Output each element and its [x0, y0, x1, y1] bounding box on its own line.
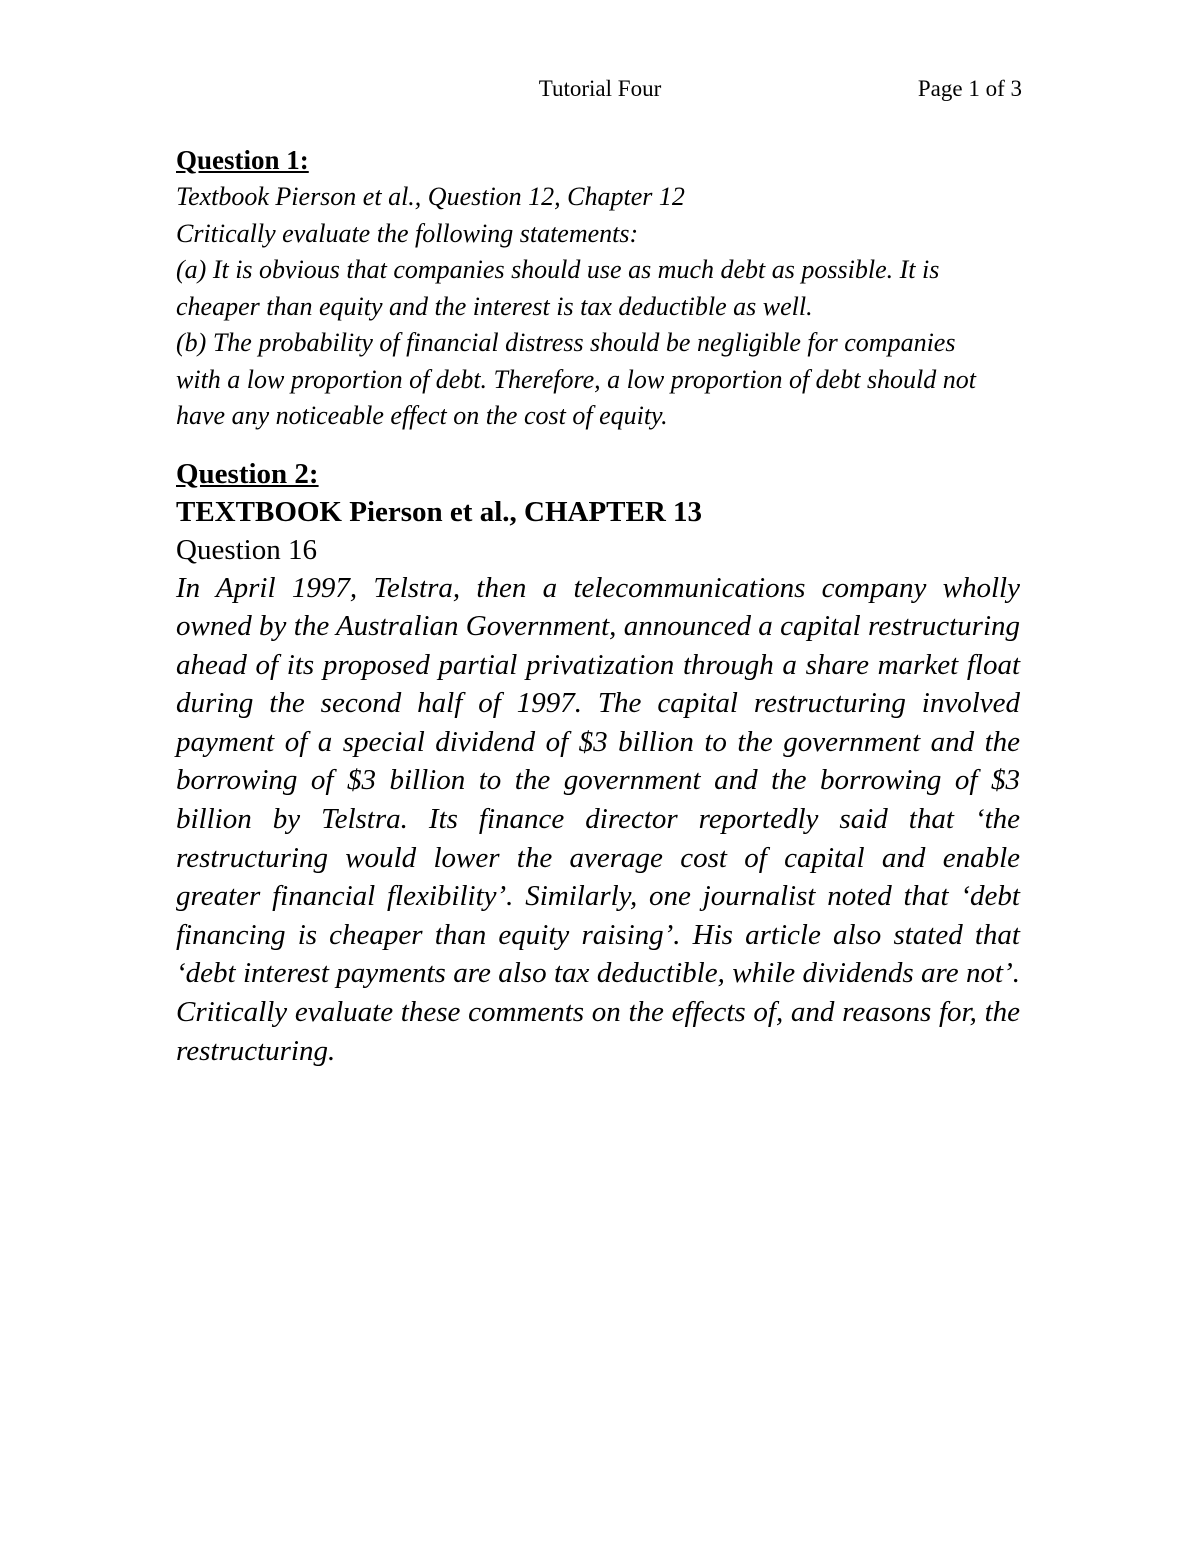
- header-title: Tutorial Four: [538, 76, 662, 101]
- question-1-heading: Question 1:: [176, 145, 309, 175]
- question-1-instruction: Critically evaluate the following statements:: [176, 218, 639, 248]
- document-body: [176, 142, 1024, 1070]
- question-2-textbook: TEXTBOOK Pierson et al., CHAPTER 13: [176, 495, 703, 528]
- question-1-section: [176, 142, 1024, 435]
- page-number: Page 1 of 3: [917, 76, 1022, 101]
- question-2-section: [176, 455, 1024, 1071]
- question-2-text: In April 1997, Telstra, then a telecommunications company wholly owned by the Australian Government, announced a capital restructuring ahead of its proposed partial privatization through a share market float during the second half of 1997. The capital restructuring involved payment of a special dividend of $3 billion to the government and the borrowing of $3 billion to the government and the borrowing of $3 billion by Telstra. Its finance director reportedly said that ‘the restructuring would lower the average cost of capital and enable greater financial flexibility’. Similarly, one journalist noted that ‘debt financing is cheaper than equity raising’. His article also stated that ‘debt interest payments are also tax deductible, while dividends are not’. Critically evaluate these comments on the effects of, and reasons for, the restructuring.: [176, 571, 1020, 1067]
- question-1-part-a: (a) It is obvious that companies should use as much debt as possible. It is cheaper than equity and the interest is tax deductible as well.: [176, 255, 940, 321]
- question-1-source: Textbook Pierson et al., Question 12, Chapter 12: [176, 182, 685, 211]
- question-1-part-b: (b) The probability of financial distress should be negligible for companies with a low proportion of debt. Therefore, a low proportion of debt should not have any noticeable effect on the cost of equity.: [176, 328, 977, 430]
- page-header: [0, 72, 1200, 106]
- question-2-number: Question 16: [176, 533, 317, 566]
- question-2-heading: Question 2:: [176, 457, 319, 490]
